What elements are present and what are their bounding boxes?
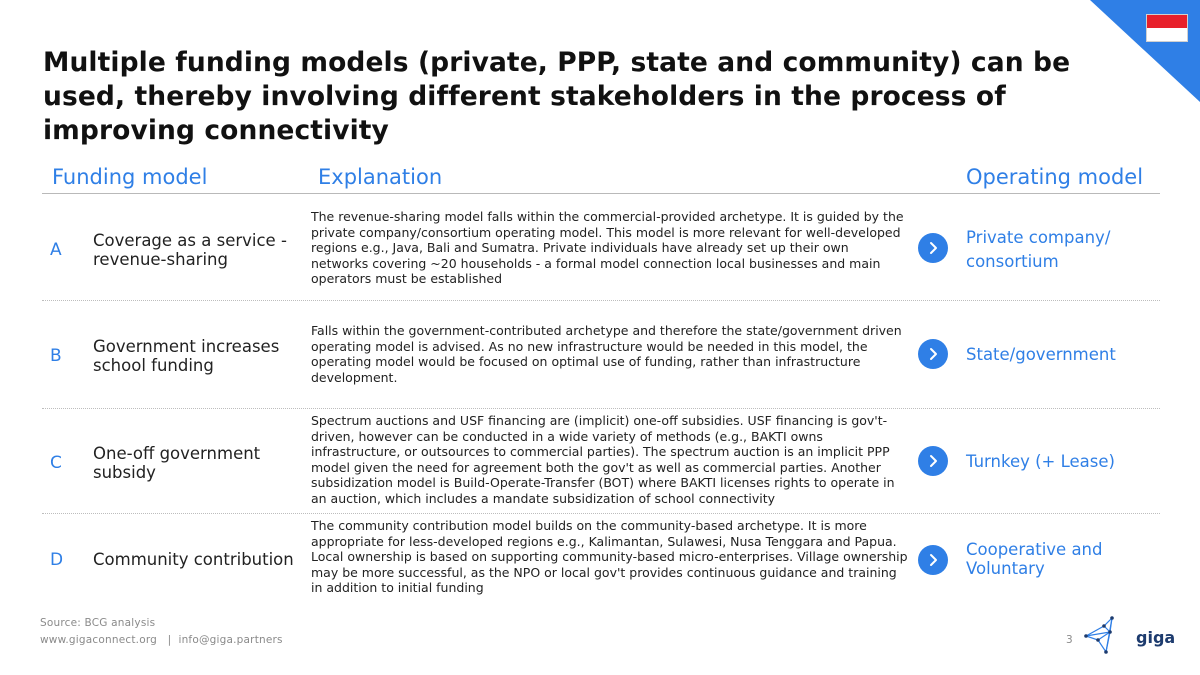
footer-links[interactable]: www.gigaconnect.org | info@giga.partners [40,634,283,646]
chevron-right-icon [918,339,948,369]
explanation-text: The community contribution model builds on the community-based archetype. It is more appropriate for less-developed regions e.g., Kalimantan, Sulawesi, Nusa Tenggara and Papua. Local ownership is based on supporting community-based micro-enterprises. Village ownership may be more successful, as the NPO or local gov't provides continuous guidance and training in addition to initial funding [311,518,908,596]
explanation-text: Spectrum auctions and USF financing are (implicit) one-off subsidies. USF financing is gov't-driven, however can be conducted in a wide variety of methods (e.g., BAKTI owns infrastructure, or outsources to commercial parties). The spectrum auction is an implicit PPP model given the need for agreement both the gov't as well as commercial parties. Another subsidization model is Build-Operate-Transfer (BOT) where BAKTI licenses rights to operate in an auction, which includes a mandate subsidization of school connectivity [311,413,895,506]
operating-model-value: State/government [966,345,1116,364]
operating-model-value: Turnkey (+ Lease) [966,452,1115,471]
row-divider [42,408,1160,409]
header-divider [42,193,1160,194]
row-letter: B [50,346,62,366]
chevron-right-icon [918,545,948,575]
row-divider [42,300,1160,301]
explanation-text: The revenue-sharing model falls within the commercial-provided archetype. It is guided by the private company/consortium operating model. This model is more relevant for well-developed regions e.g., Java, Bali and Sumatra. Private individuals have already set up their own networks covering ~20 households - a formal model connection local businesses and main operators must be established [311,209,904,287]
funding-model-name: Government increases school funding [93,337,280,375]
header-operating-model: Operating model [966,165,1144,189]
operating-model-value: Cooperative and Voluntary [966,540,1103,578]
funding-model-name: Coverage as a service - revenue-sharing [93,231,287,269]
chevron-right-icon [918,233,948,263]
indonesia-flag-icon [1146,14,1188,42]
funding-model-name: Community contribution [93,550,294,569]
source-note: Source: BCG analysis [40,617,156,629]
chevron-right-icon [918,446,948,476]
funding-model-name: One-off government subsidy [93,444,261,482]
header-explanation: Explanation [318,165,443,189]
row-letter: C [50,453,62,473]
row-letter: A [50,240,62,260]
page-number: 3 [1066,634,1073,646]
operating-model-value: Private company/ consortium [966,228,1111,271]
page-title: Multiple funding models (private, PPP, state and community) can be used, thereby involving different stakeholders in the process of improving connectivity [43,47,1071,146]
row-letter: D [50,550,64,570]
explanation-text: Falls within the government-contributed archetype and therefore the state/government driven operating model is advised. As no new infrastructure would be needed in this model, the operating model would be focused on optimal use of funding, rather than infrastructure development. [311,323,902,385]
giga-logo-text: giga [1136,628,1176,647]
row-divider [42,513,1160,514]
header-funding-model: Funding model [52,165,208,189]
